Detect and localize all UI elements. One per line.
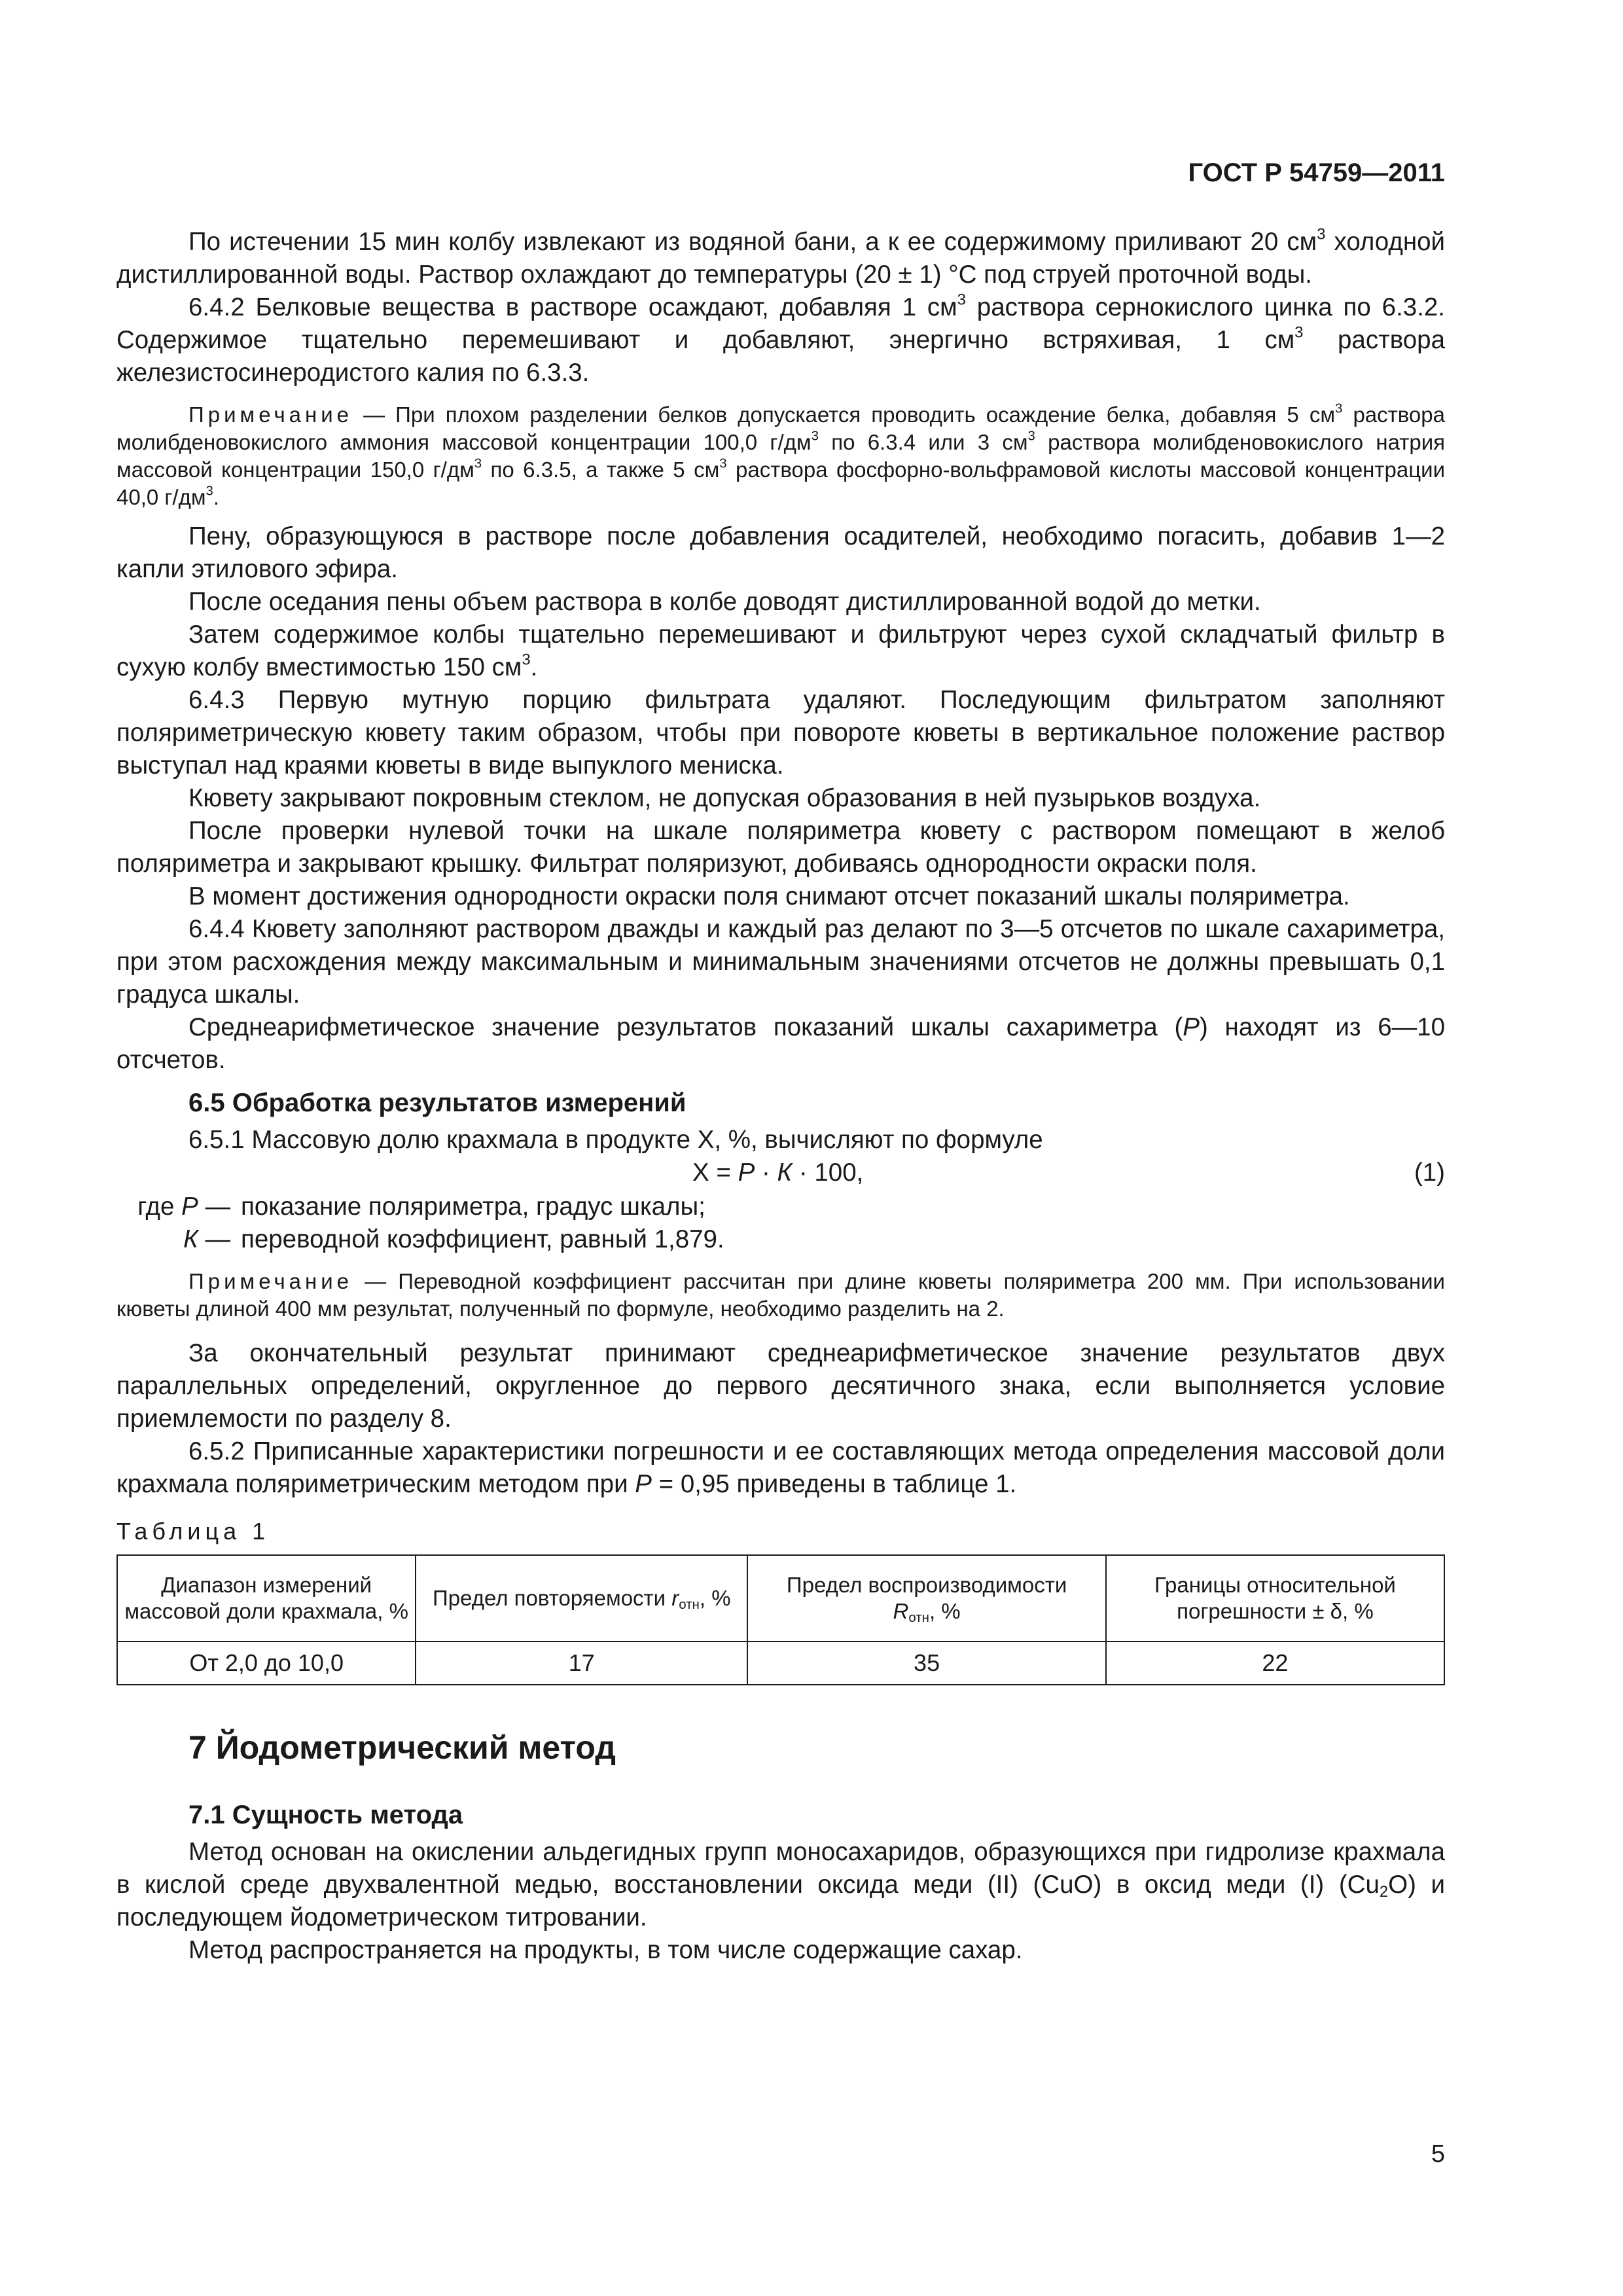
- formula-1: [116, 1157, 1445, 1191]
- page-number: 5: [1431, 2140, 1445, 2168]
- paragraph-6-5-1: 6.5.1 Массовую долю крахмала в продукте X, %, вычисляют по формуле: [188, 1126, 1043, 1154]
- paragraph-cuvette-cover: Кювету закрывают покровным стеклом, не допуская образования в ней пузырьков воздуха.: [188, 784, 1261, 812]
- table-cell-range: От 2,0 до 10,0: [117, 1641, 416, 1685]
- legend-row-k: К — переводной коэффициент, равный 1,879.: [183, 1225, 724, 1253]
- paragraph-average: Среднеарифметическое значение результатов показаний шкалы сахариметра (Р) находят из 6—10 отсчетов.: [116, 1013, 1445, 1074]
- note-2: Примечание — Переводной коэффициент рассчитан при длине кюветы поляриметра 200 мм. При использовании кюветы длиной 400 мм результат, полученный по формуле, необходимо разделить на 2.: [116, 1269, 1445, 1321]
- table-header-repeatability: Предел повторяемости $r_{отн}$, %: [416, 1555, 747, 1641]
- paragraph-1: По истечении 15 мин колбу извлекают из водяной бани, а к ее содержимому приливают 20 $см^3$ холодной дистиллированной воды. Раствор охлаждают до температуры (20 ± 1) °С под струей проточной воды.: [116, 225, 1445, 289]
- paragraph-6-4-4: 6.4.4 Кювету заполняют раствором дважды и каждый раз делают по 3—5 отсчетов по шкале сахариметра, при этом расхождения между максимальным и минимальным значениями отсчетов не должны превышать 0,1 градуса шкалы.: [116, 915, 1445, 1009]
- paragraph-filter: Затем содержимое колбы тщательно перемешивают и фильтруют через сухой складчатый фильтр в сухую колбу вместимостью 150 $см^3$.: [116, 620, 1445, 681]
- table-1: [116, 1554, 1445, 1685]
- table-cell-repeatability: 17: [416, 1641, 747, 1685]
- table-header-row: [117, 1555, 1444, 1641]
- formula-expression: X = Р · К · 100,: [692, 1158, 864, 1187]
- legend-row-p: где Р — показание поляриметра, градус шкалы;: [137, 1193, 705, 1221]
- table-header-reproducibility: Предел воспроизводимости $R_{отн}$, %: [747, 1555, 1106, 1641]
- table-caption: Таблица 1: [116, 1518, 270, 1545]
- section-heading-7-1: 7.1 Сущность метода: [188, 1801, 463, 1829]
- section-heading-7: 7 Йодометрический метод: [188, 1729, 616, 1766]
- table-row: [117, 1641, 1444, 1685]
- table-cell-reproducibility: 35: [747, 1641, 1106, 1685]
- note-1: Примечание — При плохом разделении белков допускается проводить осаждение белка, добавляя 5 $см^3$ раствора молибденовокислого аммония массовой концентрации 100,0 $г/дм^3$ по 6.3.4 или 3 $см^3$ раствора молибденовокислого натрия массовой концентрации 150,0 $г/дм^3$ по 6.3.5, а также 5 $см^3$ раствора фосфорно-вольфрамовой кислоты массовой концентрации 40,0 $г/дм^3$.: [116, 401, 1446, 509]
- paragraph-foam: Пену, образующуюся в растворе после добавления осадителей, необходимо погасить, добавив 1—2 капли этилового эфира.: [116, 522, 1445, 583]
- paragraph-method-basis: Метод основан на окислении альдегидных групп моносахаридов, образующихся при гидролизе крахмала в кислой среде двухвалентной медью, восстановлении оксида меди (II) (CuO) в оксид меди (I) $(Cu_2O)$ и последующем йодометрическом титровании.: [116, 1838, 1445, 1931]
- paragraph-6-4-3: 6.4.3 Первую мутную порцию фильтрата удаляют. Последующим фильтратом заполняют поляриметрическую кювету таким образом, чтобы при повороте кюветы в вертикальное положение раствор выступал над краями кюветы в виде выпуклого мениска.: [116, 686, 1445, 780]
- table-cell-error-bounds: 22: [1106, 1641, 1444, 1685]
- paragraph-settling: После оседания пены объем раствора в колбе доводят дистиллированной водой до метки.: [188, 588, 1261, 616]
- formula-number: (1): [1414, 1158, 1445, 1187]
- paragraph-reading: В момент достижения однородности окраски поля снимают отсчет показаний шкалы поляриметра.: [188, 882, 1350, 910]
- section-heading-6-5: 6.5 Обработка результатов измерений: [188, 1088, 687, 1117]
- formula-legend: [116, 1191, 1445, 1256]
- document-header: ГОСТ Р 54759—2011: [1188, 158, 1445, 187]
- table-header-error-bounds: Границы относительной погрешности ± δ, %: [1106, 1555, 1444, 1641]
- paragraph-method-scope: Метод распространяется на продукты, в том числе содержащие сахар.: [188, 1936, 1023, 1964]
- body-text: [116, 226, 1445, 1967]
- table-header-range: Диапазон измерений массовой доли крахмала, %: [117, 1555, 416, 1641]
- paragraph-6-4-2: 6.4.2 Белковые вещества в растворе осаждают, добавляя 1 $см^3$ раствора сернокислого цинка по 6.3.2. Содержимое тщательно перемешивают и добавляют, энергично встряхивая, 1 $см^3$ раствора железистосинеродистого калия по 6.3.3.: [116, 291, 1445, 387]
- paragraph-zero-check: После проверки нулевой точки на шкале поляриметра кювету с раствором помещают в желоб поляриметра и закрывают крышку. Фильтрат поляризуют, добиваясь однородности окраски поля.: [116, 817, 1445, 878]
- paragraph-6-5-2: 6.5.2 Приписанные характеристики погрешности и ее составляющих метода определения массовой доли крахмала поляриметрическим методом при Р = 0,95 приведены в таблице 1.: [116, 1437, 1445, 1498]
- paragraph-final-result: За окончательный результат принимают среднеарифметическое значение результатов двух параллельных определений, округленное до первого десятичного знака, если выполняется условие приемлемости по разделу 8.: [116, 1339, 1445, 1433]
